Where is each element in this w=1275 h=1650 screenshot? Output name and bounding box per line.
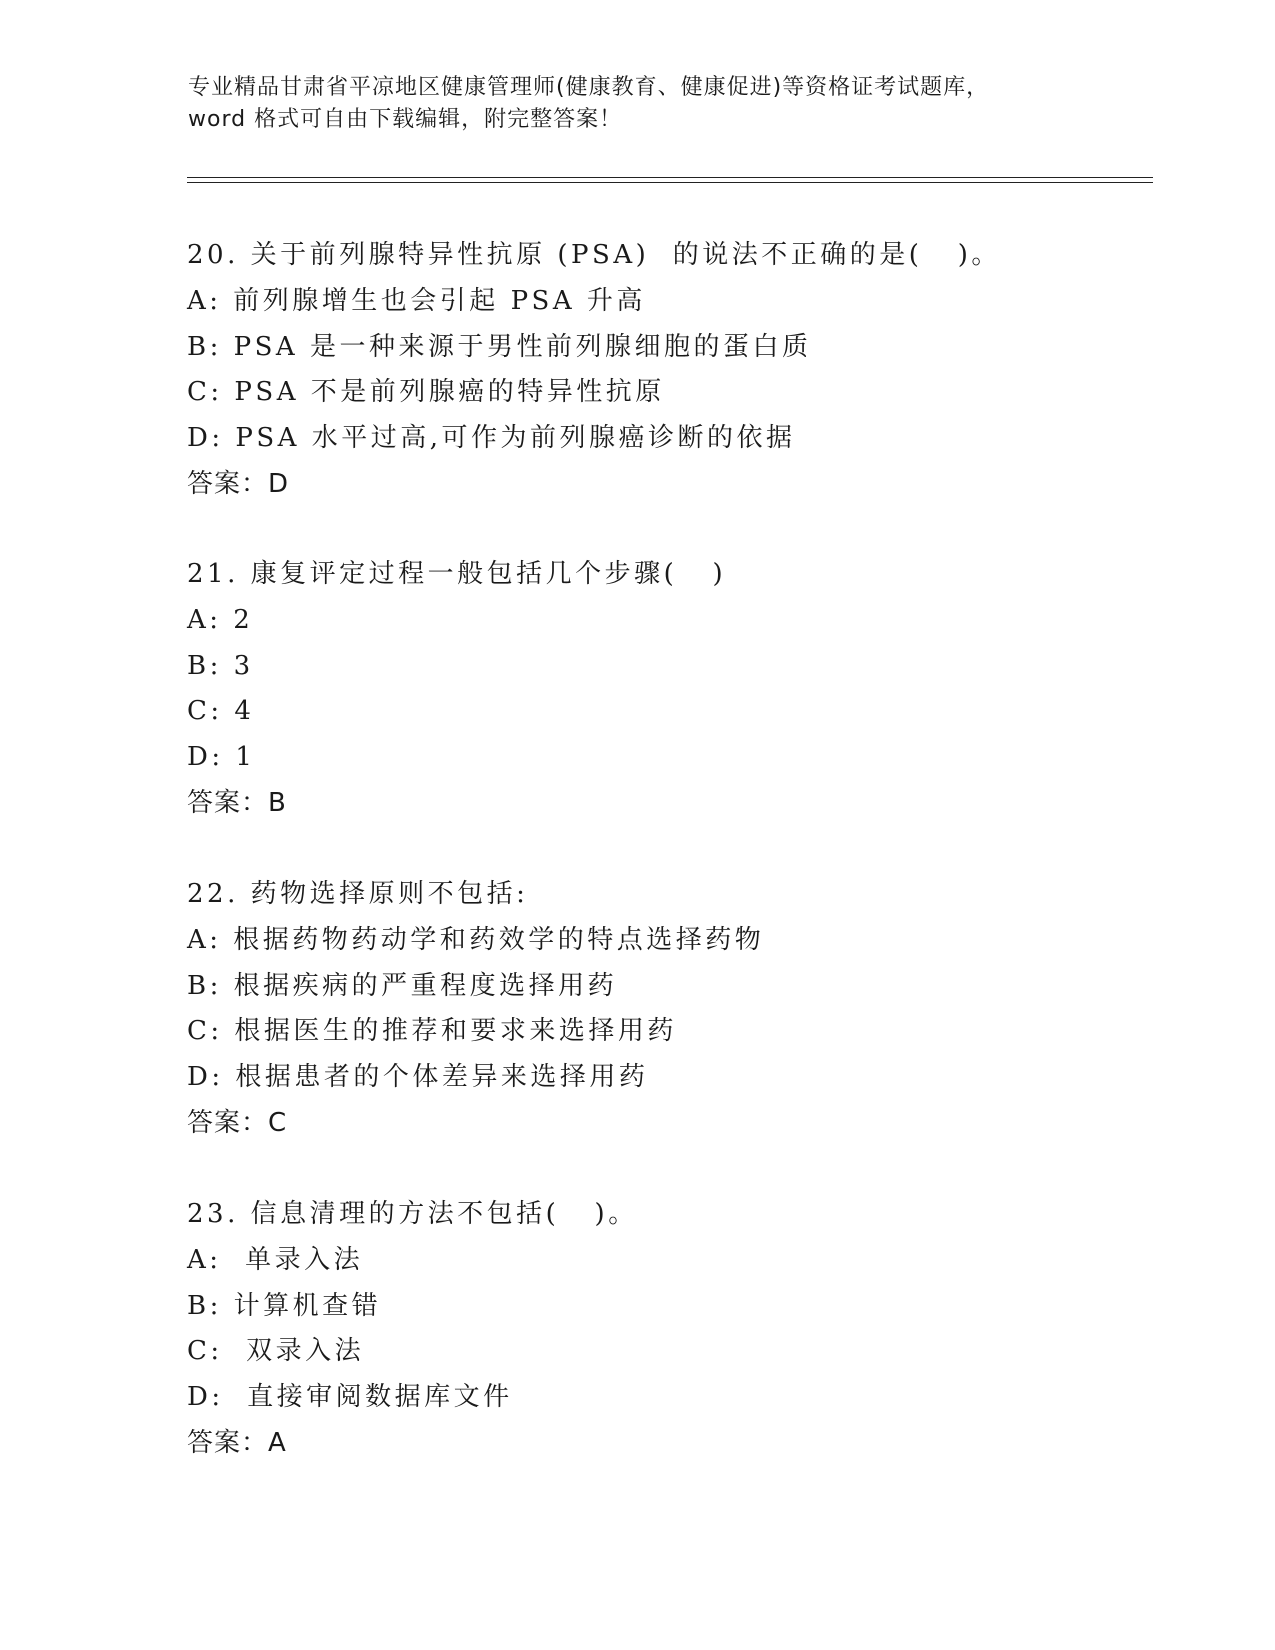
question-20 [187,233,1147,508]
option-a: A: 根据药物药动学和药效学的特点选择药物 [187,924,765,955]
option-d: D: 直接审阅数据库文件 [187,1382,513,1413]
option-c: C: 根据医生的推荐和要求来选择用药 [187,1016,677,1047]
option-d: D: 1 [187,742,256,773]
option-b: B: 3 [187,650,254,681]
header-line-2: word 格式可自由下载编辑，附完整答案！ [188,107,623,132]
option-b: B: PSA 是一种来源于男性前列腺细胞的蛋白质 [187,331,812,362]
question-title: 20. 关于前列腺特异性抗原 (PSA) 的说法不正确的是( )。 [187,240,1001,270]
question-title: 21. 康复评定过程一般包括几个步骤( ) [187,559,727,589]
answer-line: 答案：D [187,468,290,499]
option-a: A: 前列腺增生也会引起 PSA 升高 [187,285,646,316]
option-c: C: PSA 不是前列腺癌的特异性抗原 [187,377,665,408]
question-23 [187,1192,1147,1467]
header-divider-bottom [187,182,1153,183]
option-b: B: 根据疾病的严重程度选择用药 [187,970,618,1001]
option-c: C: 4 [187,696,255,727]
option-a: A: 单录入法 [187,1244,364,1275]
answer-line: 答案：B [187,787,287,818]
option-d: D: 根据患者的个体差异来选择用药 [187,1062,649,1093]
answer-line: 答案：C [187,1107,288,1138]
question-title: 23. 信息清理的方法不包括( )。 [187,1199,638,1229]
answer-line: 答案：A [187,1427,287,1458]
question-21 [187,552,1147,827]
option-c: C: 双录入法 [187,1336,365,1367]
question-22 [187,872,1147,1147]
option-b: B: 计算机查错 [187,1290,382,1321]
option-d: D: PSA 水平过高,可作为前列腺癌诊断的依据 [187,423,796,454]
header-divider-top [187,177,1153,178]
document-header [188,72,1088,136]
question-title: 22. 药物选择原则不包括: [187,879,529,909]
option-a: A: 2 [187,604,254,635]
header-line-1: 专业精品甘肃省平凉地区健康管理师(健康教育、健康促进)等资格证考试题库， [188,75,990,100]
